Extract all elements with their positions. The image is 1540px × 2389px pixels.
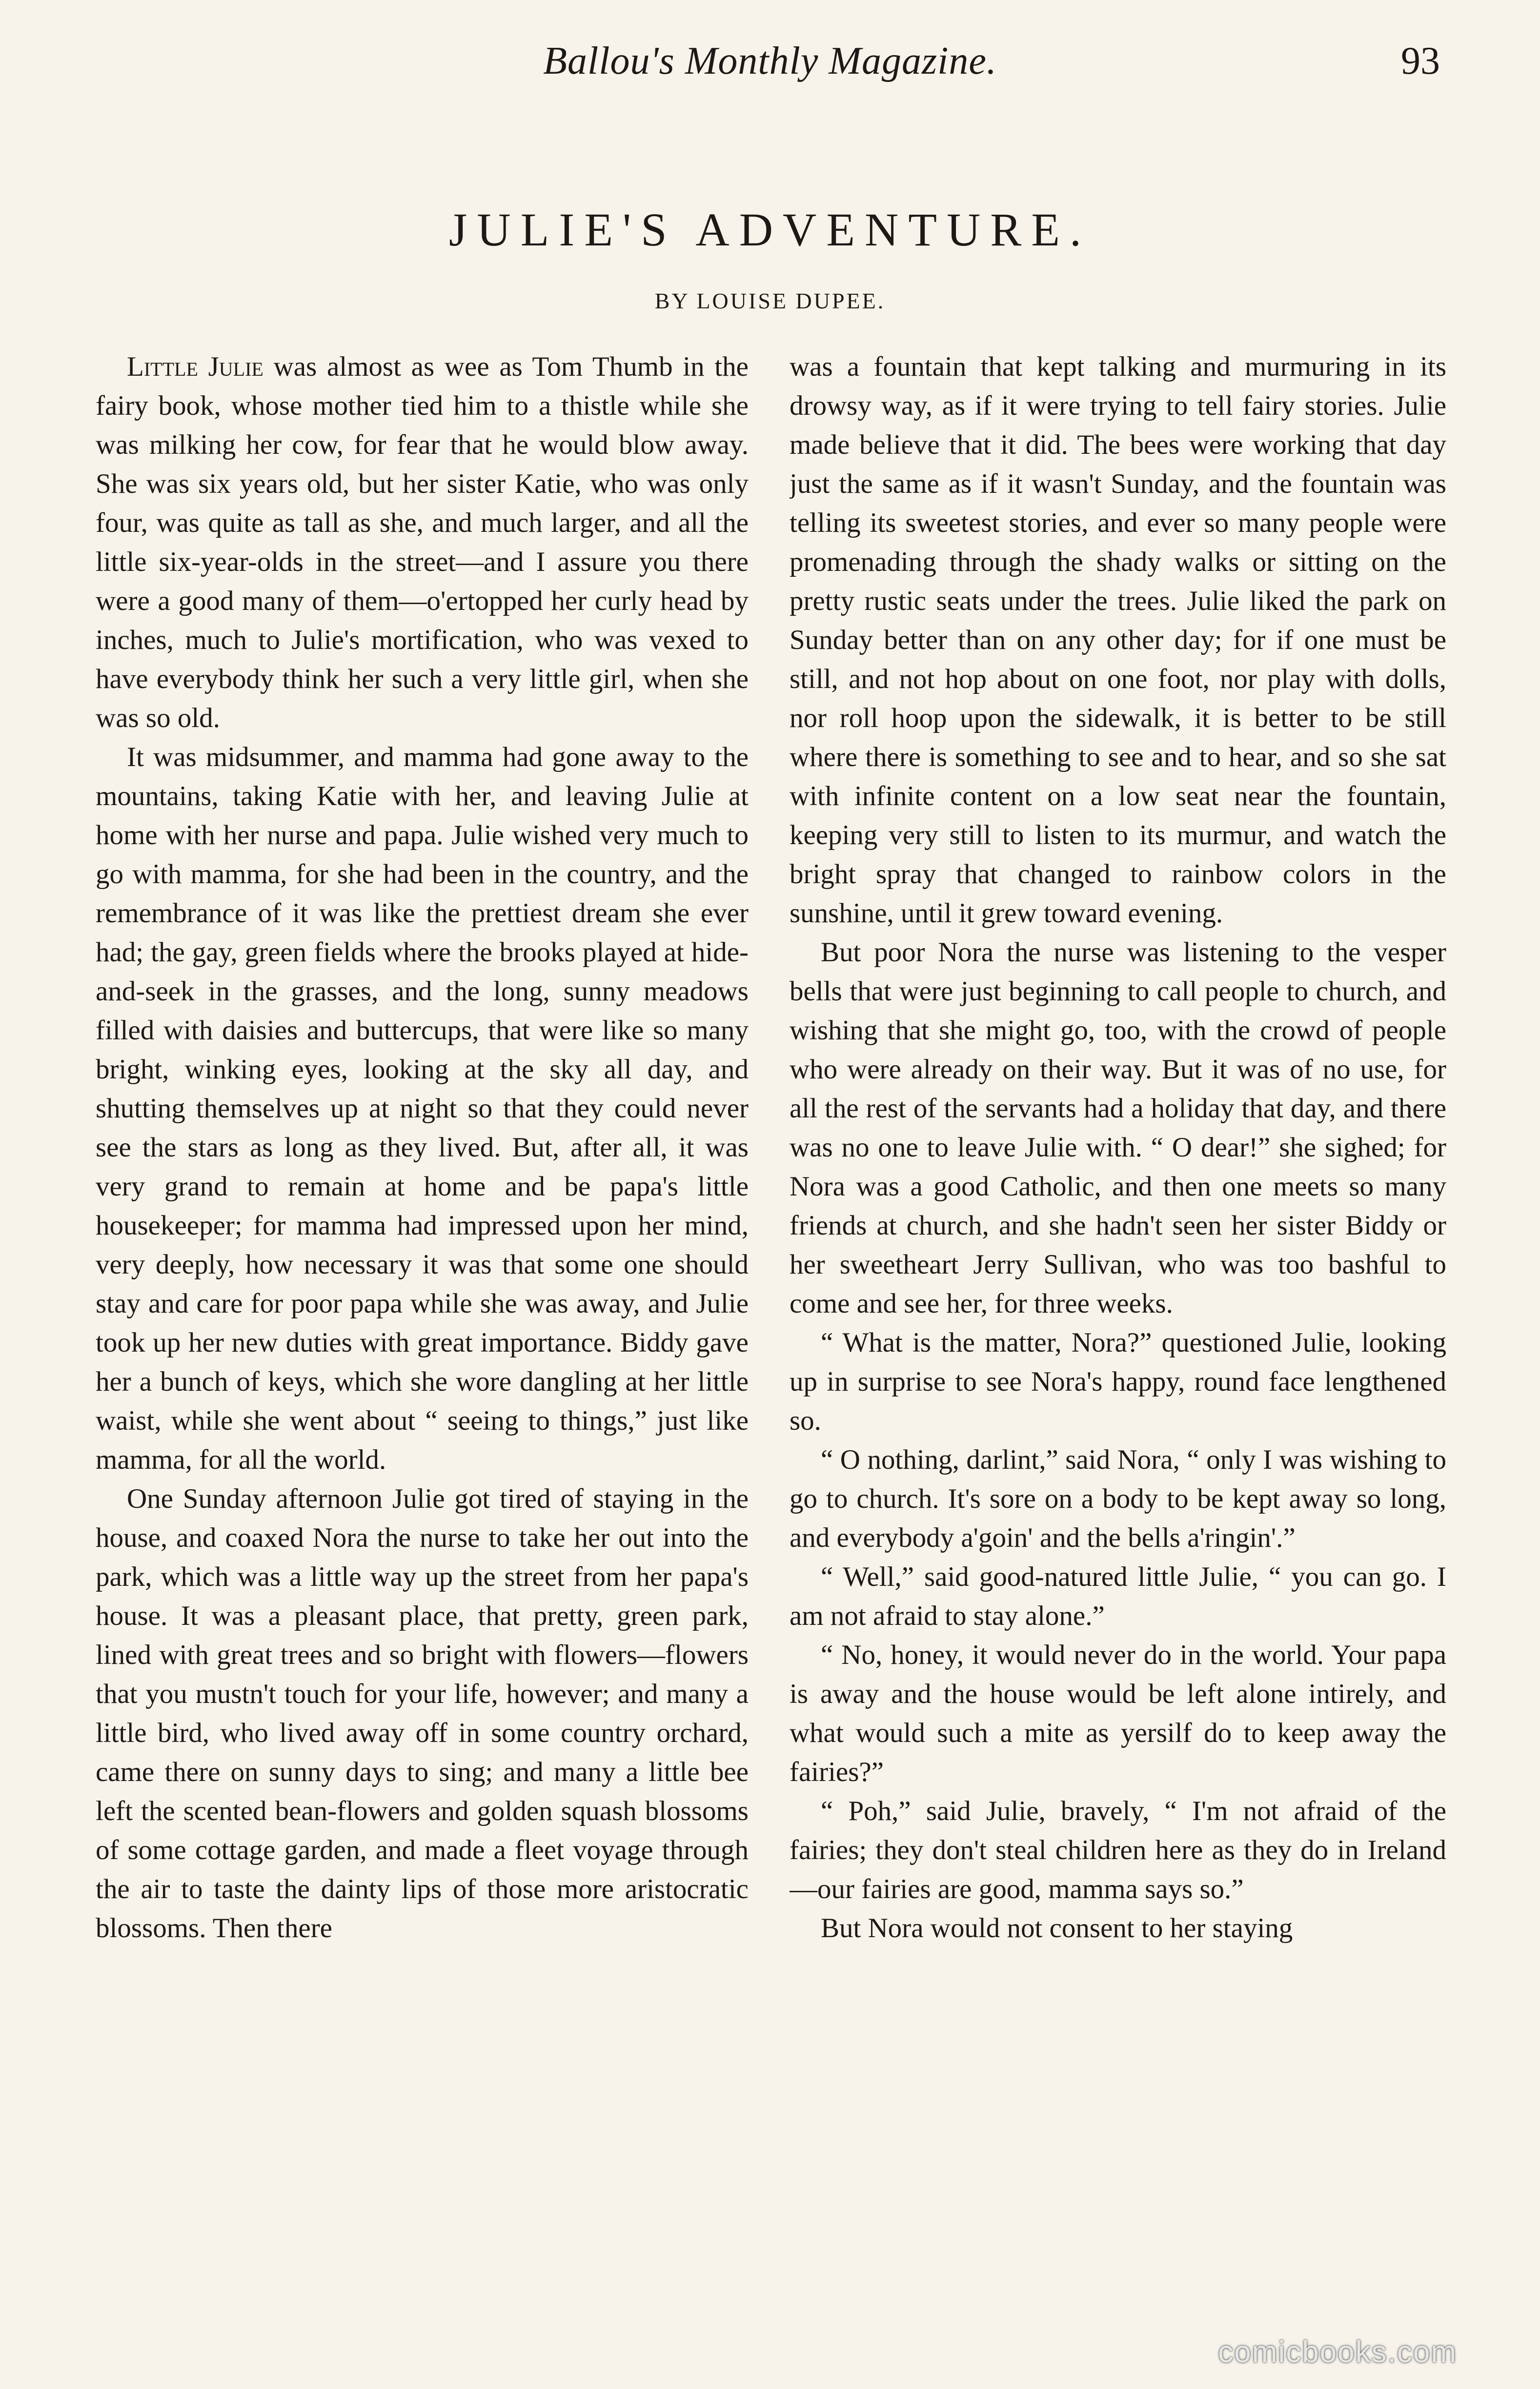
paragraph: “ Well,” said good-natured little Julie, “ you can go. I am not afraid to stay alone.”	[790, 1561, 1446, 1631]
byline: BY LOUISE DUPEE.	[654, 288, 886, 313]
right-column	[790, 347, 1446, 2348]
paragraph-text: was almost as wee as Tom Thumb in the fairy book, whose mother tied him to a thistle while she was milking her cow, for fear that he would blow away. She was six years old, but her sister Katie, who was only four, was quite as tall as she, and much larger, and all the little six-year-olds in the street—and I assure you there were a good many of them—o'ertopped her curly head by inches, much to Julie's mortification, who was vexed to have everybody think her such a very little girl, when she was so old.	[96, 351, 749, 733]
paragraph	[96, 347, 749, 738]
article-title: JULIE'S ADVENTURE.	[449, 203, 1091, 256]
paragraph-continued: was a fountain that kept talking and murmuring in its drowsy way, as if it were trying to tell fairy stories. Julie made believe that it did. The bees were working that day just the same as if it wasn't Sunday, and the fountain was telling its sweetest stories, and ever so many people were promenading through the shady walks or sitting on the pretty rustic seats under the trees. Julie liked the park on Sunday better than on any other day; for if one must be still, and not hop about on one foot, nor play with dolls, nor roll hoop upon the sidewalk, it is better to be still where there is something to see and to hear, and so she sat with infinite content on a low seat near the fountain, keeping very still to listen to its murmur, and watch the bright spray that changed to rainbow colors in the sunshine, until it grew toward evening.	[790, 351, 1446, 929]
magazine-title: Ballou's Monthly Magazine.	[543, 40, 997, 82]
paragraph: “ What is the matter, Nora?” questioned Julie, looking up in surprise to see Nora's happy, round face lengthened so.	[790, 1327, 1446, 1436]
watermark: comicbooks.com	[1218, 2335, 1457, 2369]
lead-in: Little Julie	[127, 351, 263, 382]
page-number: 93	[1401, 40, 1440, 82]
left-column	[96, 347, 749, 2348]
running-head	[0, 34, 1540, 93]
paragraph: One Sunday afternoon Julie got tired of staying in the house, and coaxed Nora the nurse to take her out into the park, which was a little way up the street from her papa's house. It was a pleasant place, that pretty, green park, lined with great trees and so bright with flowers—flowers that you mustn't touch for your life, however; and many a little bird, who lived away off in some country orchard, came there on sunny days to sing; and many a little bee left the scented bean-flowers and golden squash blossoms of some cottage garden, and made a fleet voyage through the air to taste the dainty lips of those more aristocratic blossoms. Then there	[96, 1483, 749, 1944]
paragraph: But poor Nora the nurse was listening to the vesper bells that were just beginning to call people to church, and wishing that she might go, too, with the crowd of people who were already on their way. But it was of no use, for all the rest of the servants had a holiday that day, and there was no one to leave Julie with. “ O dear!” she sighed; for Nora was a good Catholic, and then one meets so many friends at church, and she hadn't seen her sister Biddy or her sweetheart Jerry Sullivan, who was too bashful to come and see her, for three weeks.	[790, 937, 1446, 1319]
paragraph: “ Poh,” said Julie, bravely, “ I'm not afraid of the fairies; they don't steal children here as they do in Ireland—our fairies are good, mamma says so.”	[790, 1796, 1446, 1904]
paragraph: It was midsummer, and mamma had gone away to the mountains, taking Katie with her, and leaving Julie at home with her nurse and papa. Julie wished very much to go with mamma, for she had been in the country, and the remembrance of it was like the prettiest dream she ever had; the gay, green fields where the brooks played at hide-and-seek in the grasses, and the long, sunny meadows filled with daisies and buttercups, that were like so many bright, winking eyes, looking at the sky all day, and shutting themselves up at night so that they could never see the stars as long as they lived. But, after all, it was very grand to remain at home and be papa's little housekeeper; for mamma had impressed upon her mind, very deeply, how necessary it was that some one should stay and care for poor papa while she was away, and Julie took up her new duties with great importance. Biddy gave her a bunch of keys, which she wore dangling at her little waist, while she went about “ seeing to things,” just like mamma, for all the world.	[96, 742, 749, 1475]
paragraph: But Nora would not consent to her staying	[821, 1913, 1293, 1944]
paragraph: “ O nothing, darlint,” said Nora, “ only I was wishing to go to church. It's sore on a body to be kept away so long, and everybody a'goin' and the bells a'ringin'.”	[790, 1444, 1446, 1553]
paragraph: “ No, honey, it would never do in the world. Your papa is away and the house would be left alone intirely, and what would such a mite as yersilf do to keep away the fairies?”	[790, 1640, 1446, 1787]
